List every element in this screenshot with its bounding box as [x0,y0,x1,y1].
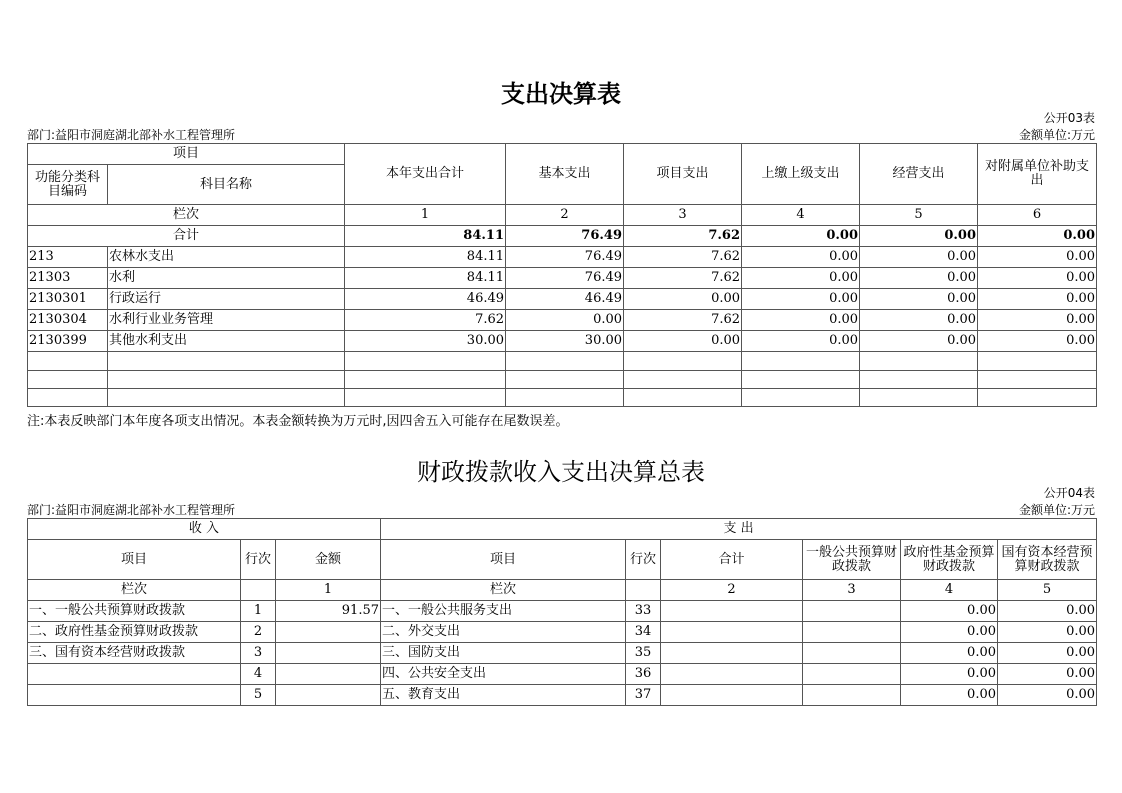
cell-value: 7.62 [624,310,742,331]
table-row [28,622,1097,643]
header-income: 收 入 [28,519,381,540]
expense-general [803,643,901,664]
income-line: 2 [241,622,276,643]
expense-general [803,622,901,643]
header-gov-fund: 政府性基金预算财政拨款 [901,540,998,580]
cell-value: 84.11 [345,226,506,247]
cell-name: 水利 [108,268,345,289]
cell-value: 0.00 [742,310,860,331]
income-line: 3 [241,643,276,664]
expense-total [661,601,803,622]
col-number: 2 [661,580,803,601]
table-code: 公开03表 [1043,111,1095,125]
col-number-label: 栏次 [381,580,626,601]
header-general-budget: 一般公共预算财政拨款 [803,540,901,580]
header-col-operation: 经营支出 [860,144,978,205]
income-item: 三、国有资本经营财政拨款 [28,643,241,664]
income-line: 4 [241,664,276,685]
header-expense: 支 出 [381,519,1097,540]
cell-value: 76.49 [506,226,624,247]
fiscal-table [27,518,1097,706]
table-row [28,247,1097,268]
expense-state-capital: 0.00 [998,601,1097,622]
table-row [28,601,1097,622]
cell-value: 0.00 [860,226,978,247]
header-col-upper: 上缴上级支出 [742,144,860,205]
col-number: 3 [624,205,742,226]
header-subject-name: 科目名称 [108,165,345,205]
expense-general [803,601,901,622]
cell-value: 7.62 [345,310,506,331]
table-row [28,289,1097,310]
col-number: 6 [978,205,1097,226]
cell-value: 7.62 [624,247,742,268]
income-amount [276,643,381,664]
table-note: 注:本表反映部门本年度各项支出情况。本表金额转换为万元时,因四舍五入可能存在尾数误差。 [27,414,569,429]
expense-state-capital: 0.00 [998,685,1097,706]
income-item [28,685,241,706]
expense-gov-fund: 0.00 [901,601,998,622]
department-label: 部门:益阳市洞庭湖北部补水工程管理所 [27,503,236,517]
cell-value: 76.49 [506,247,624,268]
cell-value: 0.00 [978,310,1097,331]
cell-value: 30.00 [506,331,624,352]
cell-name: 其他水利支出 [108,331,345,352]
cell-name: 农林水支出 [108,247,345,268]
expense-total [661,664,803,685]
cell-value: 7.62 [624,268,742,289]
cell-value: 0.00 [978,331,1097,352]
expense-item: 四、公共安全支出 [381,664,626,685]
page-title-fiscal: 财政拨款收入支出决算总表 [417,458,705,486]
expense-line: 36 [626,664,661,685]
cell-value: 0.00 [742,268,860,289]
cell-code: 2130399 [28,331,108,352]
col-number: 1 [276,580,381,601]
expense-line: 35 [626,643,661,664]
cell-code: 21303 [28,268,108,289]
expense-item: 二、外交支出 [381,622,626,643]
expense-item: 五、教育支出 [381,685,626,706]
cell-value: 0.00 [978,247,1097,268]
unit-label: 金额单位:万元 [1018,128,1095,142]
cell-value: 0.00 [860,247,978,268]
header-col-basic: 基本支出 [506,144,624,205]
cell-value: 30.00 [345,331,506,352]
col-number: 5 [860,205,978,226]
cell-value: 0.00 [506,310,624,331]
page-title-expenditure: 支出决算表 [501,80,621,108]
table-row [28,331,1097,352]
income-item [28,664,241,685]
cell-value: 0.00 [860,268,978,289]
income-amount [276,685,381,706]
cell-code: 213 [28,247,108,268]
col-number: 5 [998,580,1097,601]
col-number: 4 [901,580,998,601]
cell-value: 0.00 [860,331,978,352]
income-line: 5 [241,685,276,706]
cell-value: 0.00 [742,331,860,352]
expense-line: 33 [626,601,661,622]
header-col-subsidy: 对附属单位补助支出 [978,144,1097,205]
expense-line: 37 [626,685,661,706]
total-label: 合计 [28,226,345,247]
empty-row [28,389,1097,407]
expense-state-capital: 0.00 [998,664,1097,685]
table-code: 公开04表 [1043,486,1095,500]
department-label: 部门:益阳市洞庭湖北部补水工程管理所 [27,128,236,142]
header-income-item: 项目 [28,540,241,580]
empty-row [28,352,1097,371]
expense-line: 34 [626,622,661,643]
table-row [28,685,1097,706]
income-amount [276,664,381,685]
cell-value: 0.00 [978,289,1097,310]
header-col-total: 本年支出合计 [345,144,506,205]
income-amount [276,622,381,643]
header-expense-total: 合计 [661,540,803,580]
cell-value: 0.00 [978,268,1097,289]
expense-gov-fund: 0.00 [901,664,998,685]
cell-name: 行政运行 [108,289,345,310]
cell-value: 0.00 [860,310,978,331]
cell-value: 0.00 [624,331,742,352]
col-number-label: 栏次 [28,205,345,226]
table-row [28,310,1097,331]
cell-value: 84.11 [345,247,506,268]
col-number: 1 [345,205,506,226]
header-income-line: 行次 [241,540,276,580]
cell-value: 46.49 [506,289,624,310]
unit-label: 金额单位:万元 [1018,503,1095,517]
empty-row [28,371,1097,389]
income-amount: 91.57 [276,601,381,622]
income-line: 1 [241,601,276,622]
cell-value: 7.62 [624,226,742,247]
expense-general [803,664,901,685]
income-item: 一、一般公共预算财政拨款 [28,601,241,622]
header-col-project: 项目支出 [624,144,742,205]
expense-total [661,643,803,664]
table-row [28,268,1097,289]
expense-total [661,685,803,706]
expense-gov-fund: 0.00 [901,622,998,643]
cell-value: 0.00 [978,226,1097,247]
header-expense-line: 行次 [626,540,661,580]
expense-gov-fund: 0.00 [901,643,998,664]
cell-value: 0.00 [742,289,860,310]
col-number: 2 [506,205,624,226]
header-item: 项目 [28,144,345,165]
table-row [28,664,1097,685]
expense-item: 一、一般公共服务支出 [381,601,626,622]
cell-value: 0.00 [742,226,860,247]
cell-code: 2130304 [28,310,108,331]
header-func-code: 功能分类科目编码 [28,165,108,205]
cell-value: 46.49 [345,289,506,310]
income-item: 二、政府性基金预算财政拨款 [28,622,241,643]
expense-state-capital: 0.00 [998,643,1097,664]
expense-general [803,685,901,706]
expenditure-table [27,143,1097,407]
cell-value: 76.49 [506,268,624,289]
header-expense-item: 项目 [381,540,626,580]
expense-item: 三、国防支出 [381,643,626,664]
header-state-capital: 国有资本经营预算财政拨款 [998,540,1097,580]
col-number: 4 [742,205,860,226]
expense-gov-fund: 0.00 [901,685,998,706]
cell-code: 2130301 [28,289,108,310]
header-income-amount: 金额 [276,540,381,580]
cell-value: 0.00 [860,289,978,310]
col-number-label: 栏次 [28,580,241,601]
table-row [28,643,1097,664]
cell-value: 84.11 [345,268,506,289]
cell-value: 0.00 [624,289,742,310]
expense-state-capital: 0.00 [998,622,1097,643]
expense-total [661,622,803,643]
col-number: 3 [803,580,901,601]
cell-value: 0.00 [742,247,860,268]
total-row [28,226,1097,247]
cell-name: 水利行业业务管理 [108,310,345,331]
